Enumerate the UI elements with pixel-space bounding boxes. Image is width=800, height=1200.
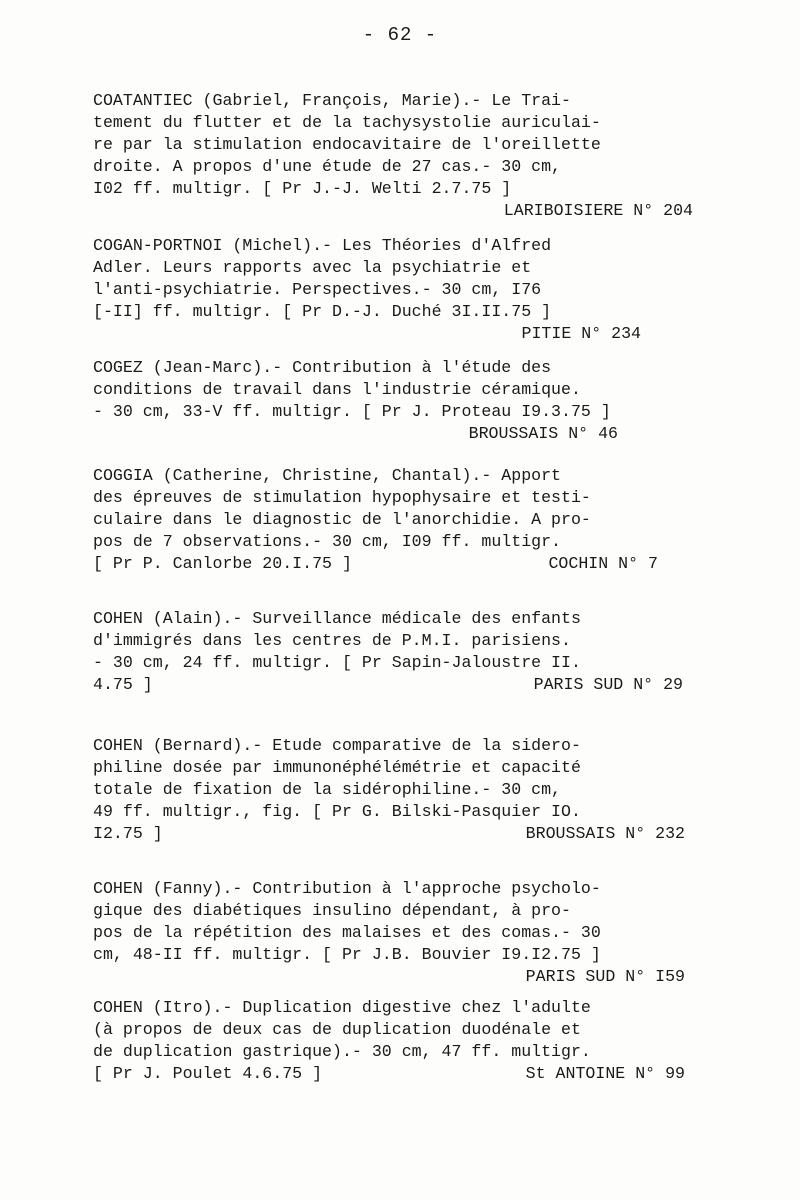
entry-footer	[93, 674, 683, 696]
entry-line: COATANTIEC (Gabriel, François, Marie).- Le Trai-	[93, 91, 571, 110]
entry-location: COCHIN N° 7	[548, 554, 658, 573]
thesis-entry	[93, 465, 693, 575]
page-number: - 62 -	[362, 24, 438, 46]
entry-line: l'anti-psychiatrie. Perspectives.- 30 cm, I76	[93, 280, 542, 299]
entry-line: COHEN (Fanny).- Contribution à l'approche psycholo-	[93, 879, 601, 898]
entry-location: BROUSSAIS N° 46	[468, 424, 618, 443]
entry-line: [ Pr J. Poulet 4.6.75 ]	[93, 1064, 323, 1083]
entry-location: LARIBOISIERE N° 204	[503, 201, 693, 220]
entry-line: pos de 7 observations.- 30 cm, I09 ff. multigr.	[93, 532, 562, 551]
entry-line: Adler. Leurs rapports avec la psychiatrie et	[93, 258, 532, 277]
entry-line: [ Pr P. Canlorbe 20.I.75 ]	[93, 554, 352, 573]
entry-line: 4.75 ]	[93, 675, 153, 694]
entry-line: (à propos de deux cas de duplication duodénale et	[93, 1020, 581, 1039]
entry-line: des épreuves de stimulation hypophysaire et testi-	[93, 488, 591, 507]
entry-line: COHEN (Itro).- Duplication digestive chez l'adulte	[93, 998, 591, 1017]
thesis-entry	[93, 608, 693, 696]
entry-line: conditions de travail dans l'industrie céramique.	[93, 380, 581, 399]
thesis-entry	[93, 878, 693, 988]
thesis-entry	[93, 357, 693, 445]
entry-line: droite. A propos d'une étude de 27 cas.- 30 cm,	[93, 157, 562, 176]
entry-line: culaire dans le diagnostic de l'anorchidie. A pro-	[93, 510, 591, 529]
entry-line: philine dosée par immunonéphélémétrie et capacité	[93, 758, 581, 777]
entry-location: PITIE N° 234	[521, 324, 641, 343]
entry-line: COGGIA (Catherine, Christine, Chantal).- Apport	[93, 466, 562, 485]
entry-line: COHEN (Alain).- Surveillance médicale des enfants	[93, 609, 581, 628]
entry-location: PARIS SUD N° I59	[525, 967, 685, 986]
entry-line: re par la stimulation endocavitaire de l'oreillette	[93, 135, 601, 154]
entry-line: COGAN-PORTNOI (Michel).- Les Théories d'Alfred	[93, 236, 552, 255]
entry-line: de duplication gastrique).- 30 cm, 47 ff. multigr.	[93, 1042, 591, 1061]
entry-line: - 30 cm, 24 ff. multigr. [ Pr Sapin-Jaloustre II.	[93, 653, 581, 672]
entry-line: d'immigrés dans les centres de P.M.I. parisiens.	[93, 631, 571, 650]
entry-line: cm, 48-II ff. multigr. [ Pr J.B. Bouvier I9.I2.75 ]	[93, 945, 601, 964]
thesis-entry	[93, 90, 693, 222]
entry-line: tement du flutter et de la tachysystolie auriculai-	[93, 113, 601, 132]
entry-line: 49 ff. multigr., fig. [ Pr G. Bilski-Pasquier IO.	[93, 802, 581, 821]
entry-location: St ANTOINE N° 99	[525, 1064, 685, 1083]
entry-line: gique des diabétiques insulino dépendant, à pro-	[93, 901, 571, 920]
entry-location: PARIS SUD N° 29	[533, 675, 683, 694]
entry-line: COGEZ (Jean-Marc).- Contribution à l'étude des	[93, 358, 552, 377]
thesis-entry	[93, 997, 693, 1085]
entry-footer	[93, 553, 658, 575]
entry-line: totale de fixation de la sidérophiline.- 30 cm,	[93, 780, 562, 799]
entry-footer	[93, 823, 685, 845]
thesis-entry	[93, 235, 693, 345]
entry-location: BROUSSAIS N° 232	[525, 824, 685, 843]
entry-line: I02 ff. multigr. [ Pr J.-J. Welti 2.7.75 ]	[93, 179, 512, 198]
entry-line: I2.75 ]	[93, 824, 163, 843]
entry-line: COHEN (Bernard).- Etude comparative de la sidero-	[93, 736, 581, 755]
entry-line: pos de la répétition des malaises et des comas.- 30	[93, 923, 601, 942]
entry-line: - 30 cm, 33-V ff. multigr. [ Pr J. Proteau I9.3.75 ]	[93, 402, 611, 421]
entry-footer	[93, 1063, 685, 1085]
thesis-entry	[93, 735, 693, 845]
entry-line: [-II] ff. multigr. [ Pr D.-J. Duché 3I.II.75 ]	[93, 302, 552, 321]
